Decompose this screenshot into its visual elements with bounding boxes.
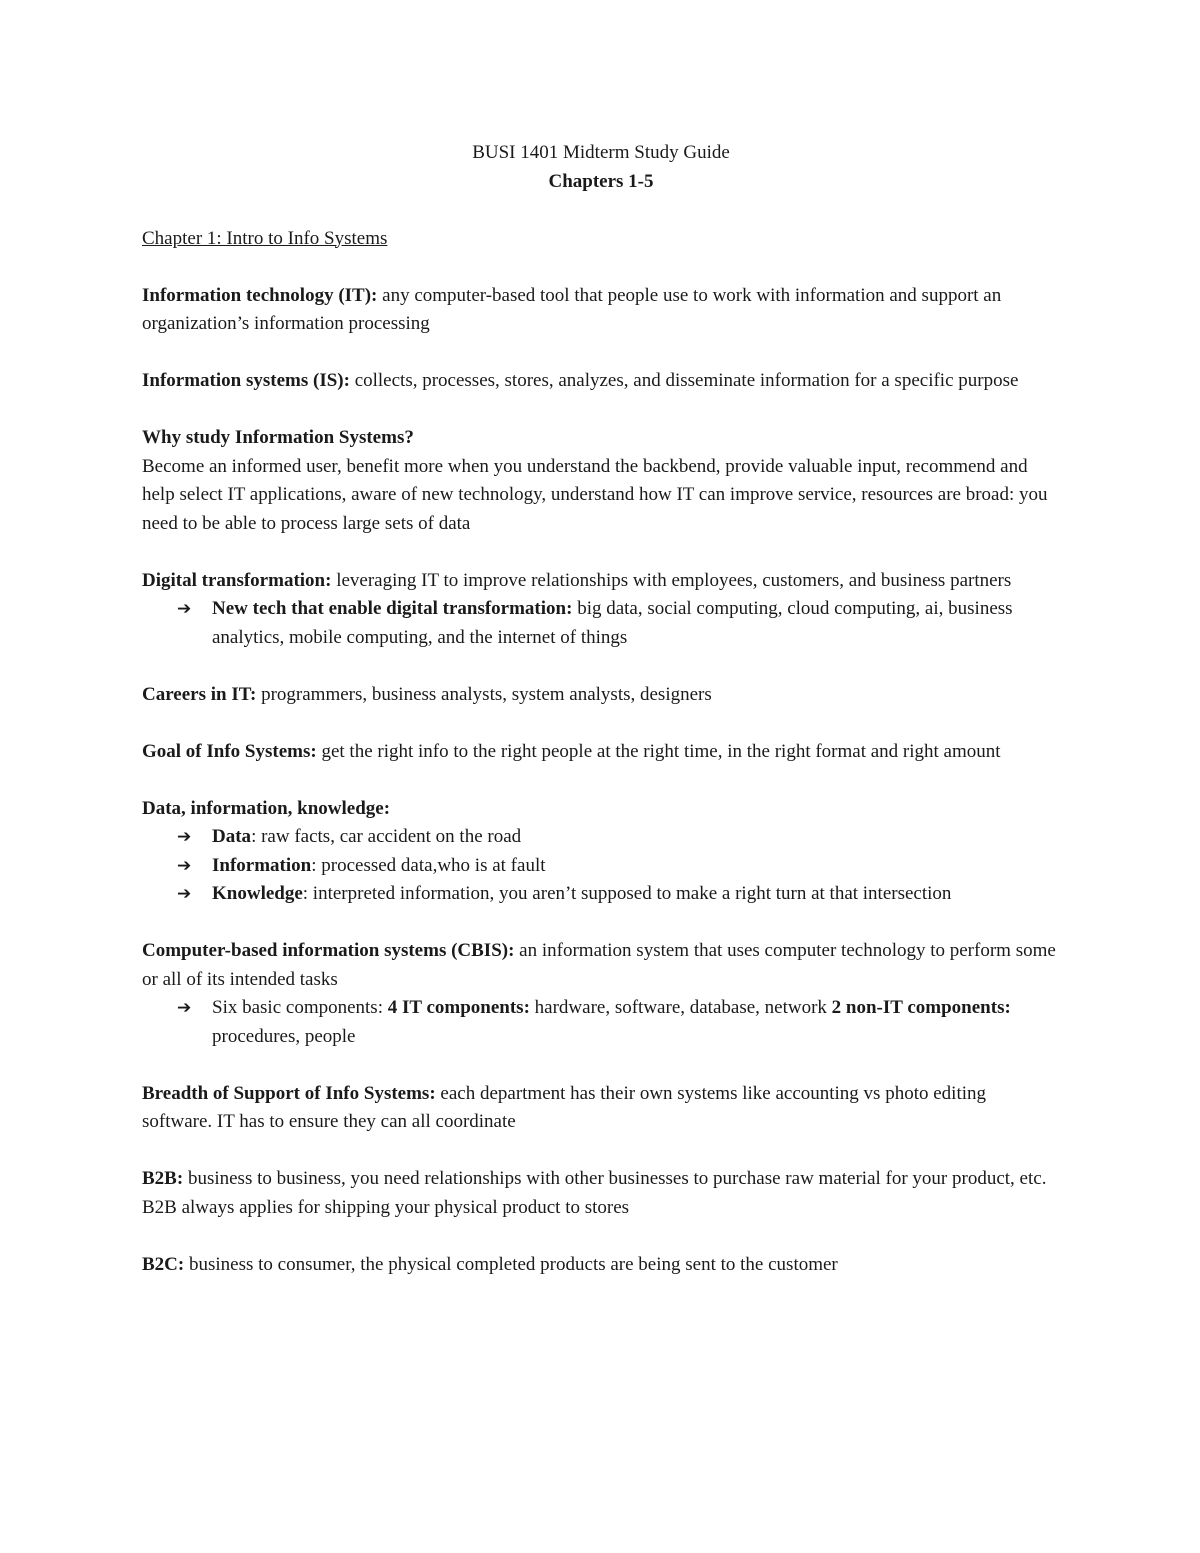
definition-is [142, 367, 1060, 396]
document-title: BUSI 1401 Midterm Study Guide [472, 142, 730, 163]
term-label: Data, information, knowledge: [142, 797, 391, 819]
term-label: Careers in IT: [142, 683, 257, 705]
dik-list [142, 823, 1060, 909]
bullet-text: hardware, software, database, network [529, 997, 832, 1018]
definition-b2b [142, 1165, 1060, 1222]
definition-breadth [142, 1080, 1060, 1137]
definition-cbis [142, 937, 1060, 994]
why-study-body: Become an informed user, benefit more when you understand the backbend, provide valuable input, recommend and help select IT applications, aware of new technology, understand how IT can improve service, resources are broad: you need to be able to process large sets of data [142, 455, 1048, 534]
list-item [177, 994, 1060, 1051]
term-label: Goal of Info Systems: [142, 740, 317, 762]
why-study-heading [142, 424, 1060, 453]
definition-it [142, 282, 1060, 339]
bullet-text: : processed data,who is at fault [311, 854, 546, 876]
bullet-term: Information [212, 854, 312, 876]
bullet-term: 4 IT components: [387, 997, 530, 1018]
term-label: Why study Information Systems? [142, 427, 414, 448]
term-definition: programmers, business analysts, system analysts, designers [256, 683, 712, 705]
term-definition: an information system that uses computer technology to perform some or all of its intended tasks [142, 940, 1056, 990]
list-item [177, 595, 1060, 652]
bullet-text: big data, social computing, cloud computing, ai, business analytics, mobile computing, and the internet of things [212, 598, 1013, 648]
definition-careers [142, 681, 1060, 710]
definition-goal [142, 738, 1060, 767]
document-subtitle: Chapters 1-5 [548, 170, 654, 192]
list-item [177, 852, 1060, 881]
term-definition: business to business, you need relationships with other businesses to purchase raw material for your product, etc. B2B always applies for shipping your physical product to stores [142, 1168, 1047, 1218]
bullet-term: Knowledge [212, 883, 303, 904]
bullet-text: : raw facts, car accident on the road [251, 826, 522, 847]
term-definition: any computer-based tool that people use to work with information and support an organization’s information processing [142, 284, 1002, 334]
dik-heading [142, 795, 1060, 824]
chapter-heading: Chapter 1: Intro to Info Systems [142, 227, 388, 249]
term-definition: get the right info to the right people at the right time, in the right format and right amount [316, 740, 1001, 762]
arrow-right-icon: ➔ [177, 599, 192, 619]
term-definition: leveraging IT to improve relationships with employees, customers, and business partners [331, 569, 1012, 591]
term-label: Digital transformation: [142, 569, 332, 591]
bullet-term: Data [212, 826, 252, 847]
list-item [177, 880, 1060, 909]
arrow-right-icon: ➔ [177, 827, 192, 847]
arrow-right-icon: ➔ [177, 998, 192, 1018]
bullet-term: 2 non-IT components: [831, 997, 1011, 1018]
term-label: B2B: [142, 1168, 184, 1189]
term-definition: each department has their own systems like accounting vs photo editing software. IT has to ensure they can all coordinate [142, 1082, 986, 1132]
definition-digital-transformation [142, 567, 1060, 596]
digital-transformation-list [142, 595, 1060, 652]
term-label: Breadth of Support of Info Systems: [142, 1082, 436, 1104]
definition-b2c [142, 1251, 1060, 1280]
term-label: Information technology (IT): [142, 284, 378, 306]
bullet-text: procedures, people [212, 1025, 356, 1047]
bullet-text: Six basic components: [212, 997, 388, 1018]
arrow-right-icon: ➔ [177, 884, 192, 904]
term-label: Information systems (IS): [142, 370, 350, 391]
cbis-list [142, 994, 1060, 1051]
arrow-right-icon: ➔ [177, 855, 192, 876]
term-label: B2C: [142, 1253, 185, 1275]
list-item [177, 823, 1060, 852]
bullet-text: : interpreted information, you aren’t supposed to make a right turn at that intersection [302, 883, 952, 904]
document-page [142, 139, 1060, 1279]
term-definition: collects, processes, stores, analyzes, and disseminate information for a specific purpose [349, 370, 1019, 391]
term-label: Computer-based information systems (CBIS): [142, 940, 515, 961]
bullet-term: New tech that enable digital transformation: [212, 598, 573, 619]
term-definition: business to consumer, the physical completed products are being sent to the customer [184, 1253, 838, 1275]
